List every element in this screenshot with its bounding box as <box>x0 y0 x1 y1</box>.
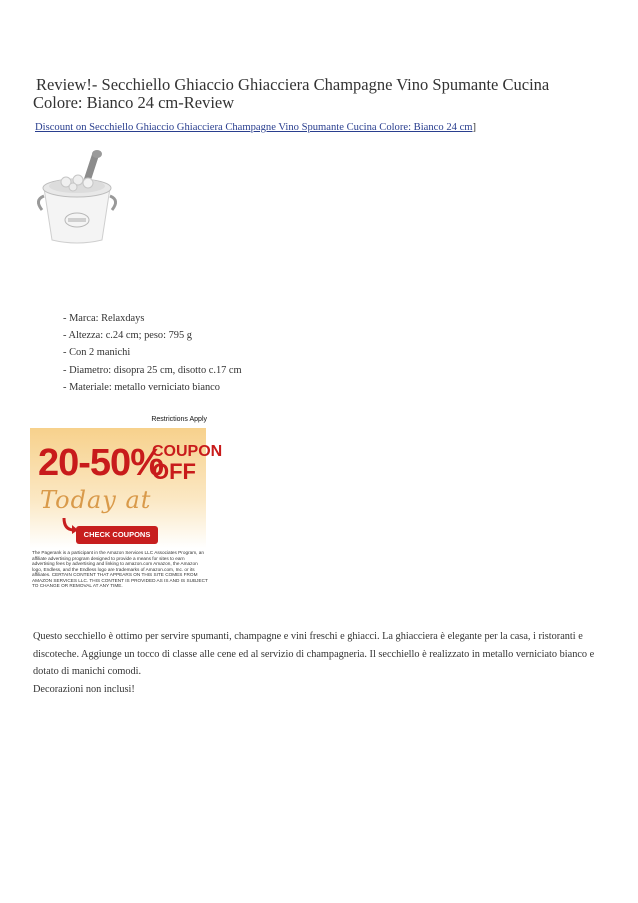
coupon-word: COUPON <box>152 443 223 460</box>
description-paragraph: Questo secchiello è ottimo per servire spumanti, champagne e vini freschi e ghiacci. La ghiacciera è elegante per la casa, i ristoranti e discoteche. Aggiunge un tocco di classe alle cene ed al servizio di champagneria. Il secchiello è realizzato in metallo verniciato bianco e dotato di manichi comodi. <box>33 631 595 677</box>
restrictions-label: Restrictions Apply <box>151 416 207 423</box>
ice-bucket-image[interactable] <box>30 148 126 248</box>
description-note: Decorazioni non inclusi! <box>33 683 135 695</box>
feature-item: - Con 2 manichi <box>63 344 242 361</box>
feature-list <box>63 310 242 396</box>
coupon-ad-banner[interactable] <box>30 415 223 590</box>
today-at-text: Today at <box>40 486 152 514</box>
discount-link-suffix: ] <box>472 122 477 133</box>
discount-line <box>35 122 476 133</box>
feature-item: - Materiale: metallo verniciato bianco <box>63 379 242 396</box>
coupon-off-label <box>152 442 222 482</box>
title-line-1: Review!- Secchiello Ghiaccio Ghiacciera Champagne Vino Spumante Cucina <box>36 75 550 94</box>
discount-percent: 20-50% <box>38 442 163 484</box>
feature-item: - Marca: Relaxdays <box>63 310 242 327</box>
title-line-2: Colore: Bianco 24 cm-Review <box>33 93 235 112</box>
feature-item: - Altezza: c.24 cm; peso: 795 g <box>63 327 242 344</box>
ad-disclaimer: The Pagerank is a participant in the Amazon Services LLC Associates Program, an affiliate advertising program designed to provide a means for sites to earn advertising fees by advertising and linking to amazon.com Amazon, the Amazon logo, Endless, and the Endless logo are trademarks of Amazon.com, Inc. or its affiliates. CERTAIN CONTENT THAT APPEARS ON THIS SITE COMES FROM AMAZON SERVICES LLC. THIS CONTENT IS PROVIDED AS IS AND IS SUBJECT TO CHANGE OR REMOVAL AT ANY TIME. <box>32 550 208 588</box>
check-coupons-button[interactable]: CHECK COUPONS <box>76 526 158 544</box>
ad-main-panel <box>30 428 223 548</box>
ad-top-bar <box>30 415 210 427</box>
feature-item: - Diametro: disopra 25 cm, disotto c.17 cm <box>63 362 242 379</box>
product-description <box>33 628 605 698</box>
discount-link[interactable]: Discount on Secchiello Ghiaccio Ghiacciera Champagne Vino Spumante Cucina Colore: Bianco 24 cm <box>35 122 473 133</box>
page-title <box>33 76 613 112</box>
off-word: OFF <box>152 459 196 484</box>
